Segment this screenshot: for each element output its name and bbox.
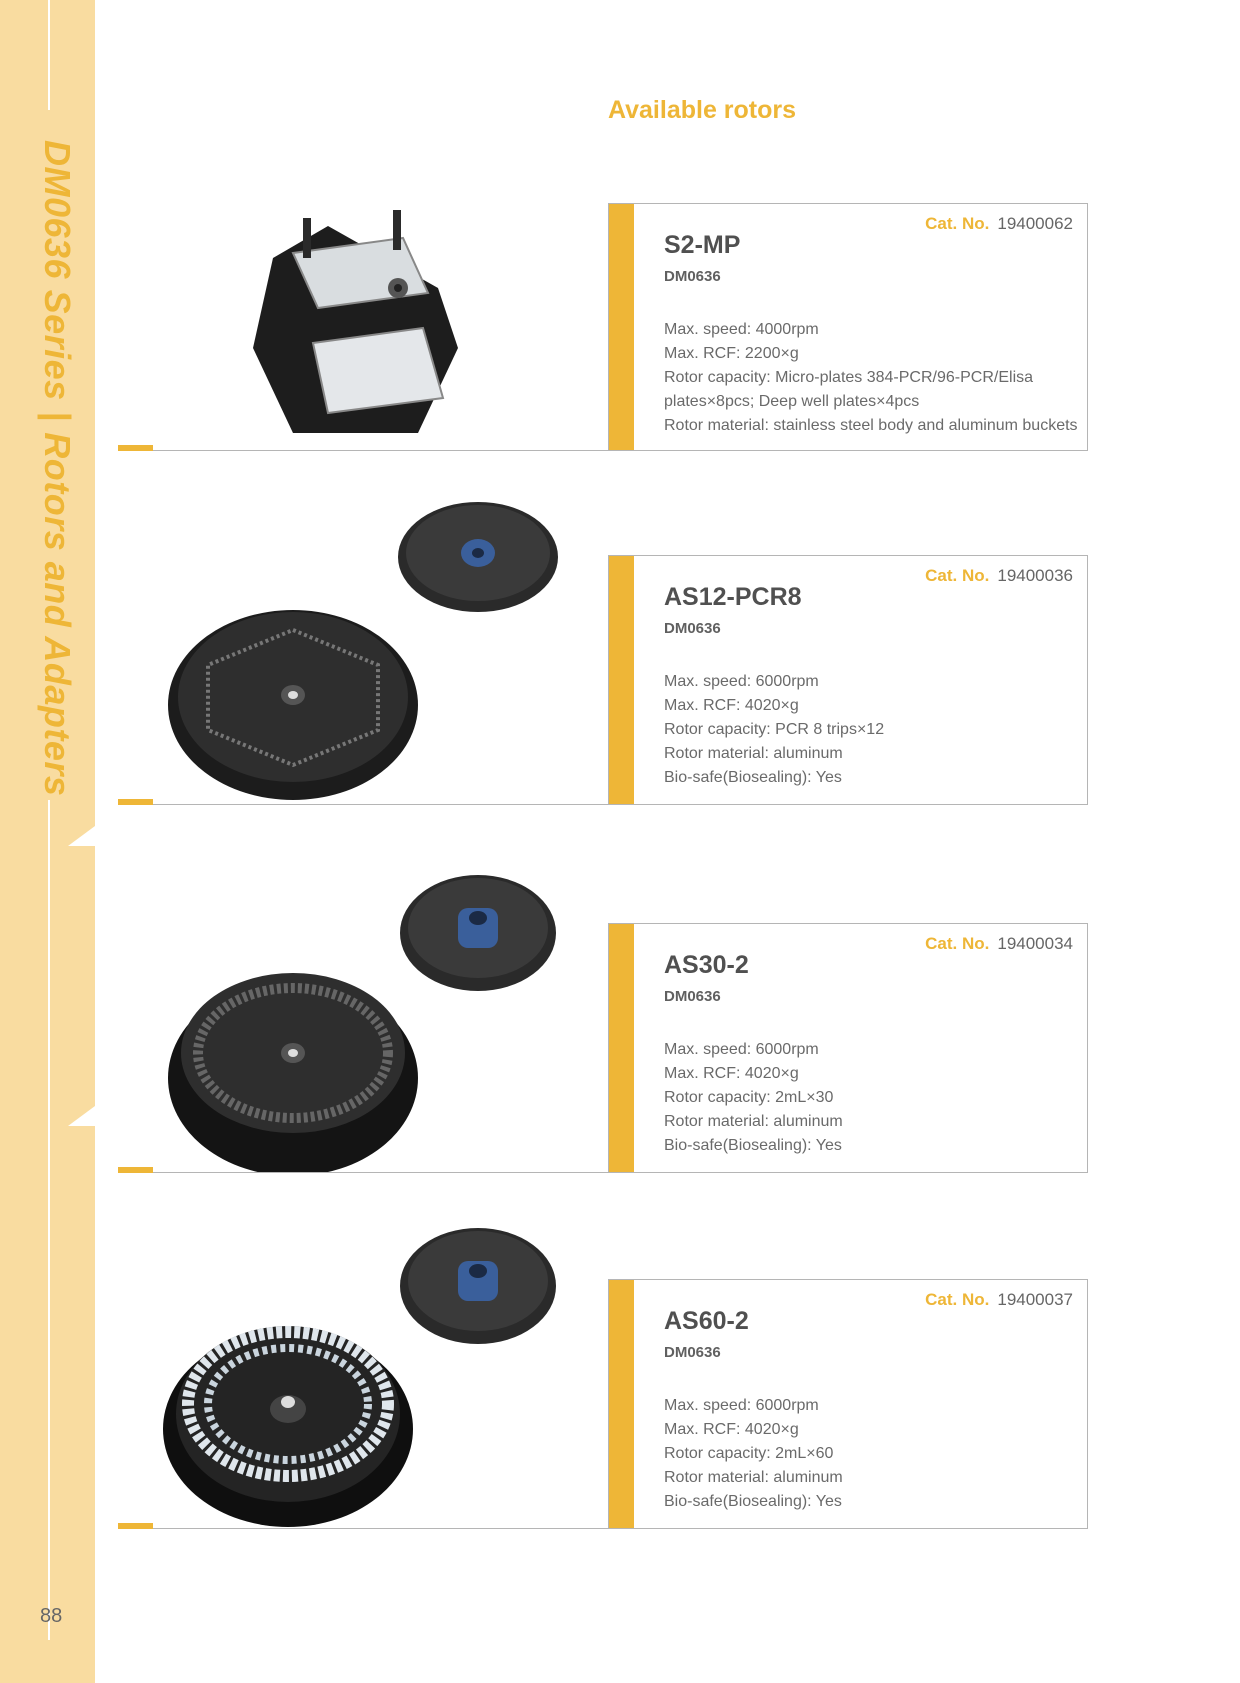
page-title: Available rotors: [608, 96, 797, 124]
spec-line: Max. RCF: 2200×g: [664, 345, 799, 362]
spec-accent-bar: [609, 556, 634, 805]
spec-line: Max. speed: 6000rpm: [664, 1041, 819, 1058]
sidebar-notch: [68, 1106, 95, 1126]
sidebar-notch: [68, 826, 95, 846]
spec-accent-bar: [609, 924, 634, 1173]
cat-no: [925, 566, 1073, 586]
series-name: DM0636: [664, 268, 721, 285]
row-divider-accent: [118, 799, 153, 805]
row-divider: [118, 450, 1088, 451]
rotor-photo-as12-pcr8: [153, 495, 603, 805]
spec-line: Bio-safe(Biosealing): Yes: [664, 769, 842, 786]
series-name: DM0636: [664, 1344, 721, 1361]
spec-list: [664, 318, 1078, 438]
spec-line: Rotor capacity: 2mL×60: [664, 1445, 834, 1462]
row-divider-accent: [118, 1167, 153, 1173]
spec-panel: [608, 555, 1088, 805]
row-divider-accent: [118, 445, 153, 451]
row-divider-accent: [118, 1523, 153, 1529]
spec-line: Max. RCF: 4020×g: [664, 1421, 799, 1438]
spec-line: Max. RCF: 4020×g: [664, 697, 799, 714]
rotor-photo-s2-mp: [233, 198, 483, 443]
cat-number: 19400036: [997, 566, 1073, 585]
cat-label: Cat. No.: [925, 934, 990, 953]
cat-number: 19400034: [997, 934, 1073, 953]
rotor-photo-as60-2: [148, 1224, 598, 1529]
spec-accent-bar: [609, 204, 634, 451]
cat-number: 19400037: [997, 1290, 1073, 1309]
series-name: DM0636: [664, 620, 721, 637]
cat-no: [925, 1290, 1073, 1310]
spec-line: Bio-safe(Biosealing): Yes: [664, 1493, 842, 1510]
spec-accent-bar: [609, 1280, 634, 1529]
model-name: S2-MP: [664, 231, 741, 259]
sidebar-title: DM0636 Series | Rotors and Adapters: [37, 140, 78, 797]
rotor-row: [118, 923, 1088, 1173]
cat-number: 19400062: [997, 214, 1073, 233]
cat-label: Cat. No.: [925, 214, 990, 233]
rotor-photo-as30-2: [153, 873, 603, 1173]
sidebar-rule-top: [48, 0, 50, 110]
sidebar-band: [0, 0, 95, 1683]
spec-line: Max. speed: 6000rpm: [664, 673, 819, 690]
model-name: AS30-2: [664, 951, 749, 979]
series-name: DM0636: [664, 988, 721, 1005]
spec-line: Rotor material: stainless steel body and aluminum buckets: [664, 417, 1078, 434]
spec-line: Rotor capacity: 2mL×30: [664, 1089, 834, 1106]
row-divider: [118, 1172, 1088, 1173]
page-number: 88: [40, 1605, 63, 1627]
spec-line: Max. speed: 6000rpm: [664, 1397, 819, 1414]
spec-line: Rotor material: aluminum: [664, 1113, 843, 1130]
rotor-row: [118, 203, 1088, 451]
spec-list: [664, 670, 884, 790]
spec-line: Bio-safe(Biosealing): Yes: [664, 1137, 842, 1154]
rotor-row: [118, 1279, 1088, 1529]
spec-list: [664, 1394, 843, 1514]
spec-line: Rotor material: aluminum: [664, 1469, 843, 1486]
spec-line: Rotor material: aluminum: [664, 745, 843, 762]
cat-no: [925, 934, 1073, 954]
cat-no: [925, 214, 1073, 234]
spec-panel: [608, 203, 1088, 451]
sidebar-rule-bottom: [48, 800, 50, 1640]
row-divider: [118, 1528, 1088, 1529]
spec-line: plates×8pcs; Deep well plates×4pcs: [664, 393, 920, 410]
model-name: AS12-PCR8: [664, 583, 802, 611]
spec-list: [664, 1038, 843, 1158]
row-divider: [118, 804, 1088, 805]
spec-line: Rotor capacity: Micro-plates 384-PCR/96-PCR/Elisa: [664, 369, 1034, 386]
spec-panel: [608, 1279, 1088, 1529]
spec-line: Max. RCF: 4020×g: [664, 1065, 799, 1082]
rotor-row: [118, 555, 1088, 805]
spec-line: Rotor capacity: PCR 8 trips×12: [664, 721, 885, 738]
spec-panel: [608, 923, 1088, 1173]
spec-line: Max. speed: 4000rpm: [664, 321, 819, 338]
cat-label: Cat. No.: [925, 566, 990, 585]
cat-label: Cat. No.: [925, 1290, 990, 1309]
model-name: AS60-2: [664, 1307, 749, 1335]
